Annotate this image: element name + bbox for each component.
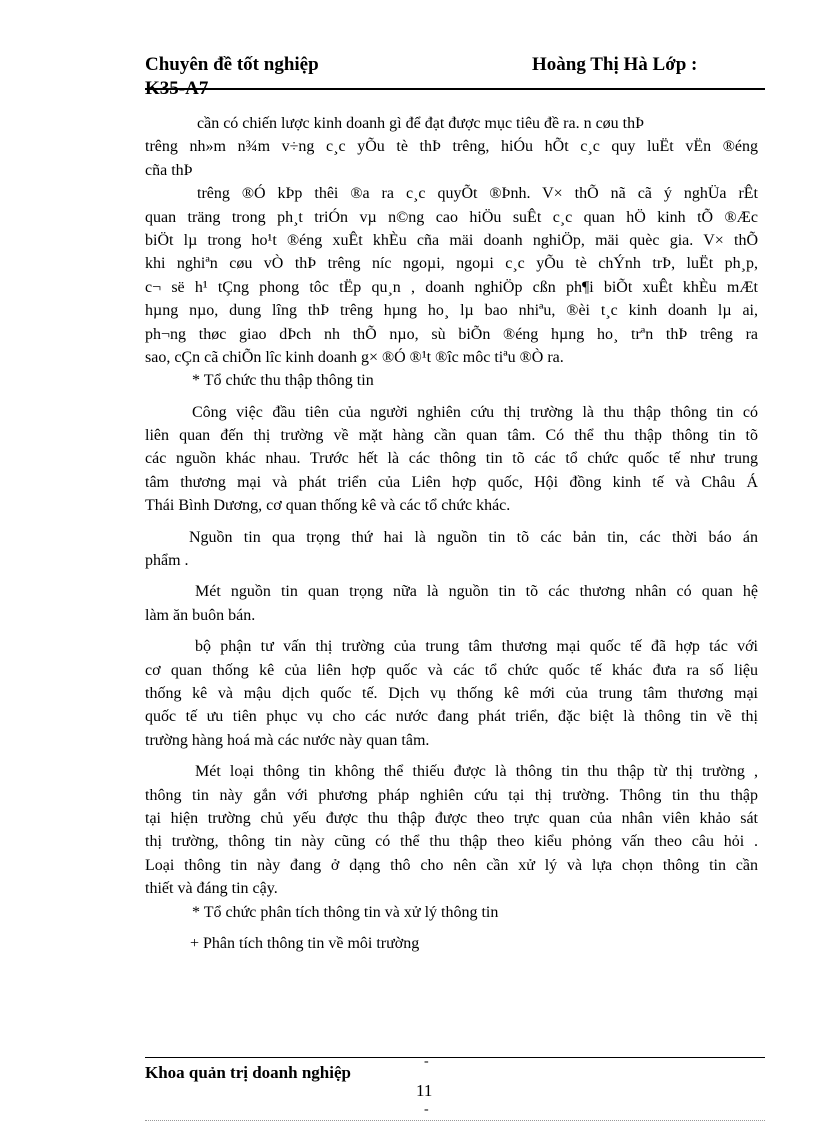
paragraph-gap: [145, 572, 758, 580]
paragraph-gap: [145, 393, 758, 401]
body-text: [145, 112, 758, 955]
text-line: c¬ së h¹ tÇng phong tôc tËp qu¸n , doanh nghiÖp cßn ph¶i biÕt xuÊt khÈu mÆt: [145, 278, 758, 296]
footer-dash-bottom: -: [424, 1102, 429, 1117]
text-line: các nguồn khác nhau. Trước hết là các thông tin tõ các tổ chức quốc tế như trung: [145, 450, 758, 468]
text-line: biÖt lµ trong ho¹t ®éng xuÊt khÈu cña mäi doanh nghiÖp, mäi quèc gia. V× thÕ: [145, 231, 758, 249]
footer-faculty: Khoa quản trị doanh nghiệp: [145, 1063, 351, 1082]
text-line: Thái Bình Dương, cơ quan thống kê và các tổ chức khác.: [145, 497, 511, 515]
text-line: thống kê và mậu dịch quốc tế. Dịch vụ thống kê mới của trung tâm thương mại: [145, 684, 758, 702]
text-line: liên quan đến thị trường về mặt hàng cần quan tâm. Có thể thu thập thông tin tõ: [145, 427, 758, 445]
text-line: phẩm .: [145, 552, 189, 570]
text-line: khi nghiªn cøu vÒ thÞ trêng níc ngoµi, ngoµi c¸c yÕu tè chÝnh trÞ, luËt ph¸p,: [145, 255, 758, 273]
text-line: * Tổ chức thu thập thông tin: [192, 372, 374, 390]
text-line: tâm thương mại và phát triển của Liên hợp quốc, Hội đồng kinh tế và Châu Á: [145, 473, 758, 491]
text-line: Mét loại thông tin không thể thiếu được là thông tin thu thập từ thị trường ,: [195, 763, 758, 781]
text-line: ph¬ng thøc giao dÞch nh thÕ nµo, sù biÕn ®éng hµng ho¸ trªn thÞ trêng ra: [145, 325, 758, 343]
text-line: quan träng trong ph¸t triÓn vµ n©ng cao hiÖu suÊt c¸c quan hÖ kinh tÕ ®Æc: [145, 208, 758, 226]
text-line: làm ăn buôn bán.: [145, 606, 256, 624]
text-line: cần có chiến lược kinh doanh gì để đạt được mục tiêu đề ra. n cøu thÞ: [197, 115, 645, 132]
text-line: Mét nguồn tin quan trọng nữa là nguồn tin tõ các thương nhân có quan hệ: [195, 583, 758, 601]
text-line: Nguồn tin qua trọng thứ hai là nguồn tin tõ các bản tin, các thời báo án: [189, 528, 758, 546]
paragraph-gap: [145, 752, 758, 760]
paragraph-gap: [145, 627, 758, 635]
text-line: bộ phận tư vấn thị trường của trung tâm thương mại quốc tế đã hợp tác với: [195, 638, 758, 656]
header-class-code-text: K35-A7: [145, 78, 209, 99]
text-line: hµng nµo, dung lîng thÞ trêng hµng ho¸ lµ bao nhiªu, ®èi t¸c kinh doanh lµ ai,: [145, 302, 758, 320]
text-line: quốc tế ưu tiên phục vụ cho các nước đang phát triển, đặc biệt là thông tin về thị: [145, 708, 758, 726]
header-author-class: Hoàng Thị Hà Lớp :: [532, 54, 698, 75]
header-rule: [145, 88, 765, 90]
text-line: * Tổ chức phân tích thông tin và xử lý thông tin: [192, 903, 499, 921]
paragraph-gap: [145, 518, 758, 526]
text-line: sao, cÇn cã chiÕn lîc kinh doanh g× ®Ó ®¹t ®îc môc tiªu ®Ò ra.: [145, 348, 564, 366]
text-line: trường hàng hoá mà các nước này quan tâm.: [145, 731, 430, 749]
text-line: trêng nh»m n¾m v÷ng c¸c yÕu tè thÞ trêng, hiÓu hÕt c¸c quy luËt vËn ®éng: [145, 138, 758, 156]
text-line: thông tin này gắn với phương pháp nghiên cứu tại thị trường. Thông tin thu thập: [145, 786, 758, 804]
text-line: cơ quan thống kê của liên hợp quốc và các tổ chức quốc tế khác đưa ra số liệu: [145, 661, 758, 679]
text-line: thiết và đáng tin cậy.: [145, 880, 278, 898]
footer-dash-top: -: [424, 1054, 429, 1069]
text-line: Công việc đầu tiên của người nghiên cứu thị trường là thu thập thông tin có: [192, 403, 758, 421]
text-line: + Phân tích thông tin về môi trường: [190, 934, 420, 952]
paragraph-gap: [145, 924, 758, 932]
text-line: cña thÞ: [145, 161, 193, 179]
page-number: 11: [416, 1081, 433, 1100]
text-line: Loại thông tin này đang ở dạng thô cho nên cần xử lý và lựa chọn thông tin cần: [145, 856, 758, 874]
header-thesis-title: Chuyên đề tốt nghiệp: [145, 54, 319, 75]
text-line: tại hiện trường chủ yếu được thu thập được theo trực quan của nhân viên khảo sát: [145, 809, 758, 827]
text-line: thị trường, thông tin này cũng có thể thu thập theo kiểu phỏng vấn theo câu hỏi .: [145, 833, 758, 851]
footer-bottom-rule: [145, 1120, 765, 1121]
footer-rule: [145, 1057, 765, 1058]
text-line: trêng ®Ó kÞp thêi ®a ra c¸c quyÕt ®Þnh. V× thÕ nã cã ý nghÜa rÊt: [197, 185, 758, 203]
